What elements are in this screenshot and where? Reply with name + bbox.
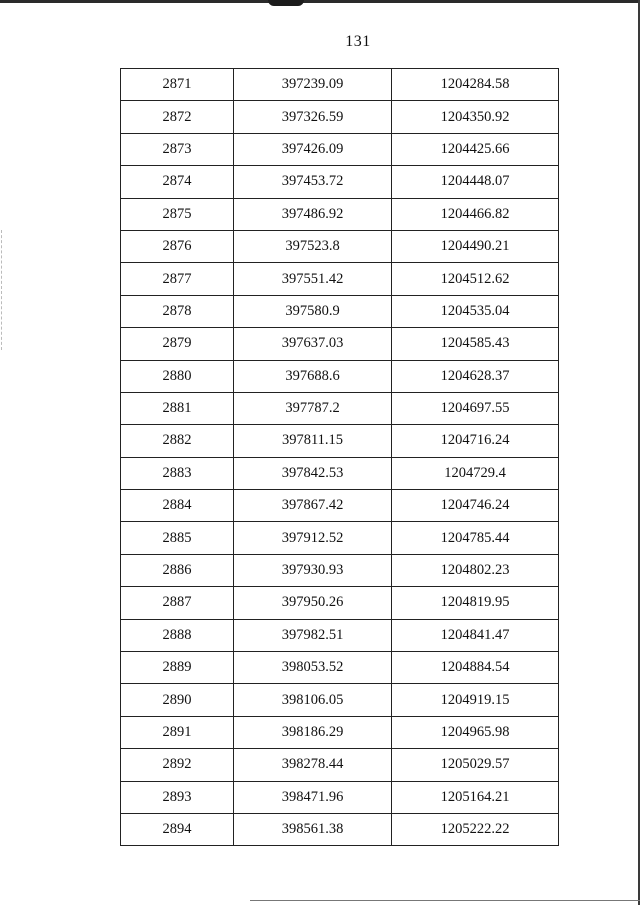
point-number-cell: 2890 xyxy=(121,684,234,716)
x-coordinate-cell: 397811.15 xyxy=(234,425,392,457)
y-coordinate-cell: 1204716.24 xyxy=(392,425,559,457)
table-row xyxy=(121,328,559,360)
point-number-cell: 2873 xyxy=(121,133,234,165)
scan-edge-left xyxy=(1,230,3,350)
point-number-cell: 2887 xyxy=(121,587,234,619)
y-coordinate-cell: 1204746.24 xyxy=(392,490,559,522)
table-row xyxy=(121,781,559,813)
x-coordinate-cell: 398053.52 xyxy=(234,652,392,684)
x-coordinate-cell: 397580.9 xyxy=(234,295,392,327)
table-row xyxy=(121,490,559,522)
point-number-cell: 2894 xyxy=(121,813,234,845)
table-row xyxy=(121,554,559,586)
table-row xyxy=(121,749,559,781)
y-coordinate-cell: 1204919.15 xyxy=(392,684,559,716)
point-number-cell: 2876 xyxy=(121,230,234,262)
point-number-cell: 2872 xyxy=(121,101,234,133)
point-number-cell: 2879 xyxy=(121,328,234,360)
table-row xyxy=(121,619,559,651)
y-coordinate-cell: 1204585.43 xyxy=(392,328,559,360)
table-row xyxy=(121,69,559,101)
point-number-cell: 2886 xyxy=(121,554,234,586)
y-coordinate-cell: 1204628.37 xyxy=(392,360,559,392)
table-row xyxy=(121,360,559,392)
y-coordinate-cell: 1204965.98 xyxy=(392,716,559,748)
table-row xyxy=(121,684,559,716)
point-number-cell: 2889 xyxy=(121,652,234,684)
y-coordinate-cell: 1204729.4 xyxy=(392,457,559,489)
x-coordinate-cell: 397842.53 xyxy=(234,457,392,489)
table-row xyxy=(121,813,559,845)
y-coordinate-cell: 1204884.54 xyxy=(392,652,559,684)
x-coordinate-cell: 397426.09 xyxy=(234,133,392,165)
table-row xyxy=(121,263,559,295)
x-coordinate-cell: 397486.92 xyxy=(234,198,392,230)
x-coordinate-cell: 397637.03 xyxy=(234,328,392,360)
table-row xyxy=(121,230,559,262)
table-row xyxy=(121,652,559,684)
y-coordinate-cell: 1204819.95 xyxy=(392,587,559,619)
point-number-cell: 2883 xyxy=(121,457,234,489)
table-row xyxy=(121,587,559,619)
point-number-cell: 2884 xyxy=(121,490,234,522)
page-number: 131 xyxy=(345,33,371,50)
point-number-cell: 2892 xyxy=(121,749,234,781)
x-coordinate-cell: 397787.2 xyxy=(234,392,392,424)
x-coordinate-cell: 398278.44 xyxy=(234,749,392,781)
x-coordinate-cell: 398471.96 xyxy=(234,781,392,813)
y-coordinate-cell: 1205222.22 xyxy=(392,813,559,845)
y-coordinate-cell: 1204466.82 xyxy=(392,198,559,230)
x-coordinate-cell: 397523.8 xyxy=(234,230,392,262)
point-number-cell: 2881 xyxy=(121,392,234,424)
x-coordinate-cell: 397688.6 xyxy=(234,360,392,392)
y-coordinate-cell: 1204448.07 xyxy=(392,166,559,198)
point-number-cell: 2893 xyxy=(121,781,234,813)
scan-edge-top-mark xyxy=(268,0,304,6)
y-coordinate-cell: 1204512.62 xyxy=(392,263,559,295)
x-coordinate-cell: 397930.93 xyxy=(234,554,392,586)
coordinate-table-body xyxy=(121,69,559,846)
y-coordinate-cell: 1205029.57 xyxy=(392,749,559,781)
table-row xyxy=(121,392,559,424)
point-number-cell: 2874 xyxy=(121,166,234,198)
point-number-cell: 2888 xyxy=(121,619,234,651)
scan-edge-top xyxy=(0,0,640,3)
x-coordinate-cell: 397982.51 xyxy=(234,619,392,651)
x-coordinate-cell: 398106.05 xyxy=(234,684,392,716)
y-coordinate-cell: 1204490.21 xyxy=(392,230,559,262)
point-number-cell: 2875 xyxy=(121,198,234,230)
table-row xyxy=(121,198,559,230)
y-coordinate-cell: 1204785.44 xyxy=(392,522,559,554)
y-coordinate-cell: 1205164.21 xyxy=(392,781,559,813)
x-coordinate-cell: 397551.42 xyxy=(234,263,392,295)
table-row xyxy=(121,425,559,457)
table-row xyxy=(121,457,559,489)
x-coordinate-cell: 397239.09 xyxy=(234,69,392,101)
y-coordinate-cell: 1204284.58 xyxy=(392,69,559,101)
x-coordinate-cell: 398561.38 xyxy=(234,813,392,845)
point-number-cell: 2877 xyxy=(121,263,234,295)
table-row xyxy=(121,133,559,165)
coordinate-table xyxy=(120,68,559,846)
y-coordinate-cell: 1204802.23 xyxy=(392,554,559,586)
table-row xyxy=(121,522,559,554)
point-number-cell: 2871 xyxy=(121,69,234,101)
x-coordinate-cell: 397867.42 xyxy=(234,490,392,522)
y-coordinate-cell: 1204425.66 xyxy=(392,133,559,165)
point-number-cell: 2885 xyxy=(121,522,234,554)
table-row xyxy=(121,101,559,133)
y-coordinate-cell: 1204350.92 xyxy=(392,101,559,133)
x-coordinate-cell: 397950.26 xyxy=(234,587,392,619)
point-number-cell: 2891 xyxy=(121,716,234,748)
table-row xyxy=(121,295,559,327)
point-number-cell: 2882 xyxy=(121,425,234,457)
x-coordinate-cell: 398186.29 xyxy=(234,716,392,748)
y-coordinate-cell: 1204535.04 xyxy=(392,295,559,327)
scan-edge-bottom xyxy=(250,900,640,901)
table-row xyxy=(121,166,559,198)
y-coordinate-cell: 1204697.55 xyxy=(392,392,559,424)
x-coordinate-cell: 397912.52 xyxy=(234,522,392,554)
table-row xyxy=(121,716,559,748)
x-coordinate-cell: 397326.59 xyxy=(234,101,392,133)
point-number-cell: 2880 xyxy=(121,360,234,392)
x-coordinate-cell: 397453.72 xyxy=(234,166,392,198)
point-number-cell: 2878 xyxy=(121,295,234,327)
y-coordinate-cell: 1204841.47 xyxy=(392,619,559,651)
